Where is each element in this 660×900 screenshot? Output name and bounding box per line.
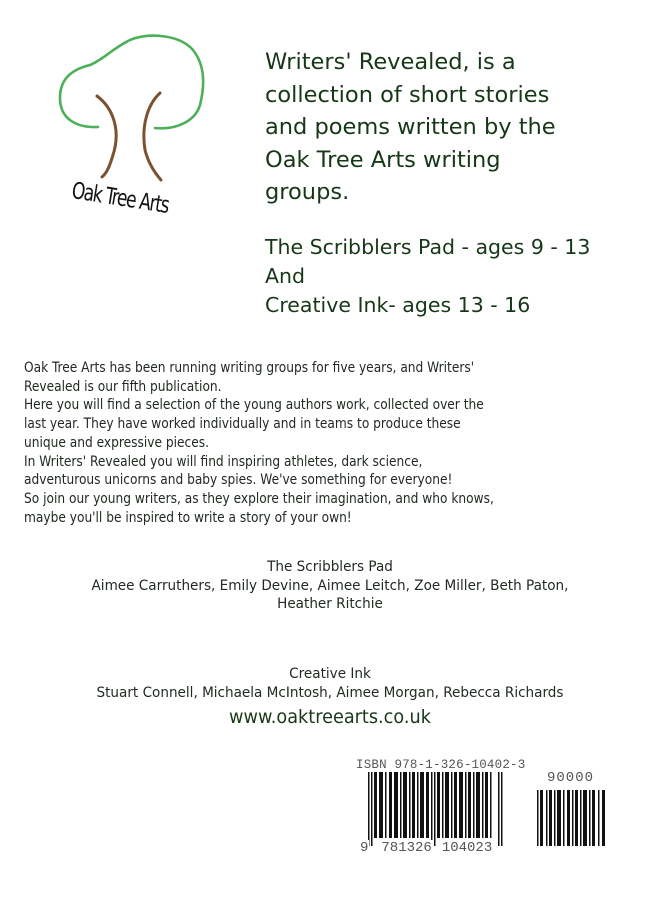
description-line: So join our young writers, as they explore their imagination, and who knows, bbox=[24, 489, 494, 507]
price-code: 90000 bbox=[547, 770, 595, 786]
intro-blurb bbox=[265, 46, 645, 209]
isbn-label: ISBN 978-1-326-10402-3 bbox=[356, 758, 526, 772]
intro-line: collection of short stories bbox=[265, 81, 550, 108]
ean-first-digit: 9 bbox=[360, 840, 369, 856]
description-line: Oak Tree Arts has been running writing groups for five years, and Writers' bbox=[24, 359, 475, 376]
creative-ink-members bbox=[0, 665, 660, 702]
members-section bbox=[0, 558, 660, 729]
groups-summary bbox=[265, 233, 655, 320]
group-creative-ink-ages: Creative Ink- ages 13 - 16 bbox=[265, 293, 531, 317]
isbn-barcode bbox=[352, 758, 604, 858]
description bbox=[24, 359, 644, 527]
description-line: Here you will find a selection of the young authors work, collected over the bbox=[24, 396, 484, 414]
intro-line: Writers' Revealed, is a bbox=[265, 49, 516, 75]
ean-left-digits: 781326 bbox=[381, 840, 432, 856]
scribblers-names: Aimee Carruthers, Emily Devine, Aimee Leitch, Zoe Miller, Beth Paton, bbox=[91, 576, 569, 594]
group-scribblers-ages: The Scribblers Pad - ages 9 - 13 bbox=[265, 235, 591, 259]
intro-line: Oak Tree Arts writing bbox=[265, 146, 501, 173]
description-line: Revealed is our fifth publication. bbox=[24, 377, 222, 395]
ean-right-digits: 104023 bbox=[441, 840, 493, 856]
scribblers-names-cont: Heather Ritchie bbox=[277, 595, 383, 613]
description-line: last year. They have worked individually and in teams to produce these bbox=[24, 415, 461, 433]
creative-ink-names: Stuart Connell, Michaela McIntosh, Aimee Morgan, Rebecca Richards bbox=[96, 683, 564, 701]
group-conjunction: And bbox=[265, 264, 306, 288]
addon-bars-icon bbox=[537, 790, 605, 846]
description-line: adventurous unicorns and baby spies. We've something for everyone! bbox=[24, 471, 453, 489]
logo-wordmark: Oak Tree Arts bbox=[69, 178, 171, 219]
description-line: unique and expressive pieces. bbox=[24, 433, 209, 451]
scribblers-members bbox=[0, 558, 660, 614]
website-link[interactable]: www.oaktreearts.co.uk bbox=[229, 705, 431, 728]
barcode-bars-icon bbox=[368, 772, 504, 846]
description-line: maybe you'll be inspired to write a story of your own! bbox=[24, 508, 352, 526]
description-line: In Writers' Revealed you will find inspiring athletes, dark science, bbox=[24, 452, 423, 470]
creative-ink-title: Creative Ink bbox=[289, 665, 371, 683]
scribblers-title: The Scribblers Pad bbox=[267, 558, 393, 575]
intro-line: and poems written by the bbox=[265, 114, 556, 140]
intro-line: groups. bbox=[265, 179, 350, 205]
ean-digits bbox=[359, 840, 493, 856]
